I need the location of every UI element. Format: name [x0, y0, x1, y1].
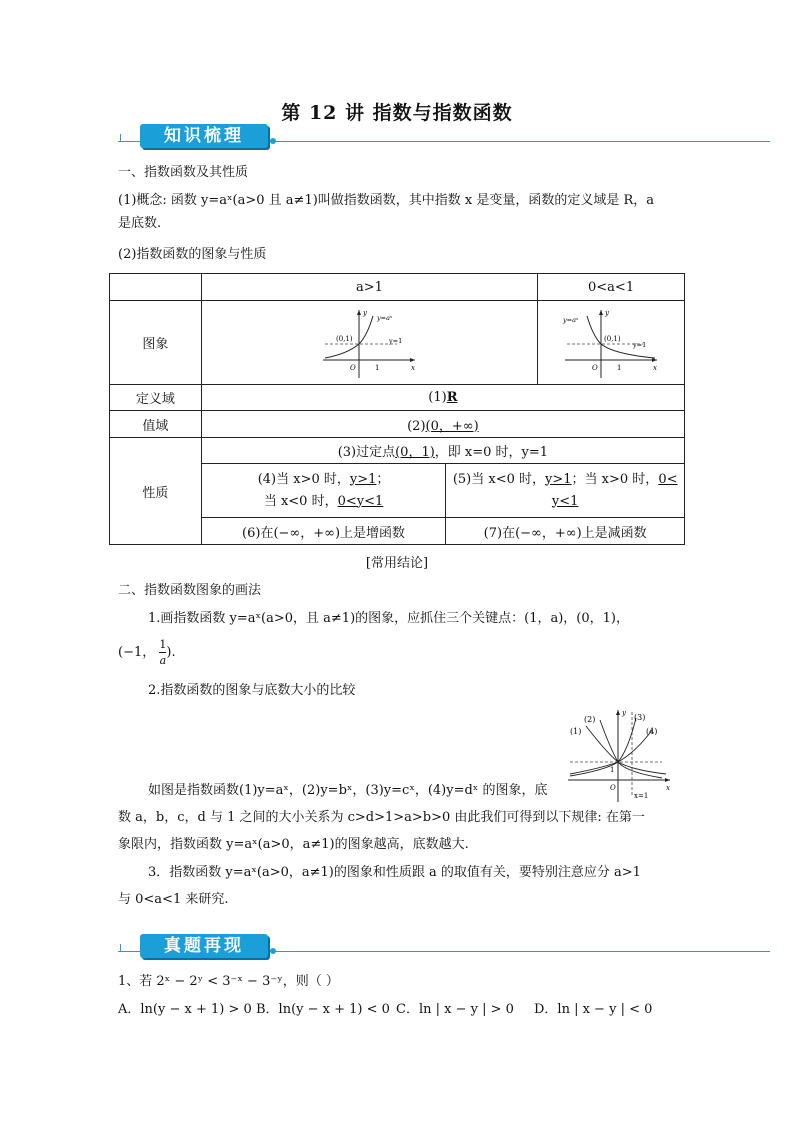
p4-l1b: ；	[376, 471, 390, 487]
part2-heading: 二、指数函数图象的画法	[118, 583, 262, 598]
fig-y-one: 1	[610, 766, 615, 774]
curve-label-1: (1)	[570, 727, 582, 736]
option-a: A．ln(y − x + 1) > 0	[118, 1002, 252, 1017]
tick-one-label: 1	[617, 363, 622, 372]
asymptote-label: y=1	[633, 340, 647, 349]
increasing-exponential-graph	[319, 306, 419, 380]
p5-l1u: y>1	[545, 471, 572, 487]
banner-tick	[120, 134, 121, 142]
item3-line2: 与 0<a<1 来研究.	[118, 892, 229, 907]
row-label-domain: 定义域	[110, 385, 202, 411]
graph-decreasing-cell	[538, 301, 685, 385]
property-5-cell	[446, 464, 685, 518]
item1-post: ).	[166, 645, 176, 660]
p5-l2u: y<1	[551, 493, 579, 509]
graph-heading: (2)指数函数的图象与性质	[118, 247, 267, 262]
concept-line-1: (1)概念: 函数 y=aˣ(a>0 且 a≠1)叫做指数函数，其中指数 x 是变量，函数的定义域是 R，a	[118, 193, 655, 208]
curve-label-3: (3)	[634, 713, 646, 722]
question-stem: 1、若 2ˣ − 2ʸ < 3⁻ˣ − 3⁻ʸ，则（ ）	[118, 974, 339, 989]
frac-den: a	[159, 654, 167, 667]
axis-y-label: y	[363, 308, 368, 317]
item2-heading: 2.指数函数的图象与底数大小的比较	[148, 683, 356, 698]
row-label-graph: 图象	[110, 301, 202, 385]
curve-label-4: (4)	[646, 727, 658, 736]
banner-tick	[120, 944, 121, 952]
header-empty	[110, 274, 202, 301]
p4-l1u: y>1	[349, 471, 377, 487]
fig-origin: O	[610, 784, 616, 792]
curve-label-2: (2)	[584, 715, 596, 724]
origin-label: O	[350, 363, 357, 372]
item1-line1: 1.画指数函数 y=aˣ(a>0，且 a≠1)的图象，应抓住三个关键点：(1，a)，(0，1)，	[148, 611, 629, 626]
part1-heading: 一、指数函数及其性质	[118, 165, 249, 180]
section-banner-knowledge	[118, 124, 770, 146]
fig-axis-x: x	[666, 784, 670, 792]
frac-num: 1	[159, 638, 167, 651]
properties-table	[109, 273, 685, 545]
section-banner-exam	[118, 934, 770, 956]
p3-fixed-point: (0，1)	[395, 445, 435, 460]
domain-cell	[201, 385, 684, 411]
range-prefix: (2)	[407, 418, 426, 434]
page-title: 第 12 讲 指数与指数函数	[281, 102, 513, 124]
fig-axis-y: y	[622, 709, 626, 717]
curve-label: y=aˣ	[563, 315, 579, 324]
base-comparison-figure	[566, 706, 674, 804]
p5-l1b: ；当 x>0 时，	[571, 471, 659, 487]
axis-x-label: x	[653, 363, 657, 372]
banner-dot	[270, 948, 276, 954]
banner-label: 知识梳理	[140, 124, 268, 148]
item1-pre: (−1，	[118, 645, 156, 660]
graph-increasing-cell	[201, 301, 537, 385]
header-a-gt-1: a>1	[201, 274, 537, 301]
para-line3: 象限内，指数函数 y=aˣ(a>0，a≠1)的图象越高，底数越大.	[118, 837, 469, 852]
p4-l1a: (4)当 x>0 时，	[257, 471, 350, 487]
point-label: (0,1)	[336, 334, 354, 343]
p4-l2u: 0<y<1	[337, 493, 384, 509]
p5-l1a: (5)当 x<0 时，	[452, 471, 546, 487]
row-label-properties: 性质	[110, 438, 202, 545]
tick-one-label: 1	[375, 363, 380, 372]
property-4-cell	[201, 464, 446, 518]
para-line2: 数 a，b，c，d 与 1 之间的大小关系为 c>d>1>a>b>0 由此我们可得到以下规律: 在第一	[118, 810, 645, 825]
p3-text-b: ，即 x=0 时，y=1	[434, 445, 549, 460]
p5-l1u2: 0<	[658, 471, 678, 487]
property-6-cell: (6)在(−∞，+∞)上是增函数	[201, 518, 446, 545]
option-d: D．ln | x − y | < 0	[534, 1002, 653, 1017]
banner-label: 真题再现	[140, 934, 268, 958]
common-conclusions-caption: [常用结论]	[365, 556, 429, 571]
concept-line-2: 是底数.	[118, 216, 162, 231]
origin-label: O	[592, 363, 598, 372]
decreasing-exponential-graph	[561, 306, 661, 380]
item1-line2	[118, 637, 176, 668]
p3-text-a: (3)过定点	[337, 445, 396, 460]
axis-x-label: x	[411, 363, 416, 372]
curve-label: y=aˣ	[377, 313, 393, 322]
banner-dot	[270, 138, 276, 144]
item3-line1: 3．指数函数 y=aˣ(a>0，a≠1)的图象和性质跟 a 的取值有关，要特别注意应分 a>1	[148, 865, 641, 880]
property-3-cell	[201, 438, 684, 464]
axis-y-label: y	[605, 308, 610, 317]
row-label-range: 值域	[110, 411, 202, 438]
header-a-lt-1: 0<a<1	[538, 274, 685, 301]
option-b: B．ln(y − x + 1) < 0	[256, 1002, 390, 1017]
fig-x-eq-1: x=1	[634, 792, 649, 800]
domain-prefix: (1)	[428, 390, 447, 405]
domain-value: R	[446, 390, 458, 405]
property-7-cell: (7)在(−∞，+∞)上是减函数	[446, 518, 685, 545]
para-line1: 如图是指数函数(1)y=aˣ，(2)y=bˣ，(3)y=cˣ，(4)y=dˣ 的图象，底	[148, 783, 548, 798]
range-cell	[201, 411, 684, 438]
asymptote-label: y=1	[389, 336, 403, 345]
p4-l2a: 当 x<0 时，	[263, 493, 338, 509]
range-value: (0，+∞)	[425, 418, 479, 434]
option-c: C．ln | x − y | > 0	[396, 1002, 514, 1017]
point-label: (0,1)	[604, 334, 621, 343]
